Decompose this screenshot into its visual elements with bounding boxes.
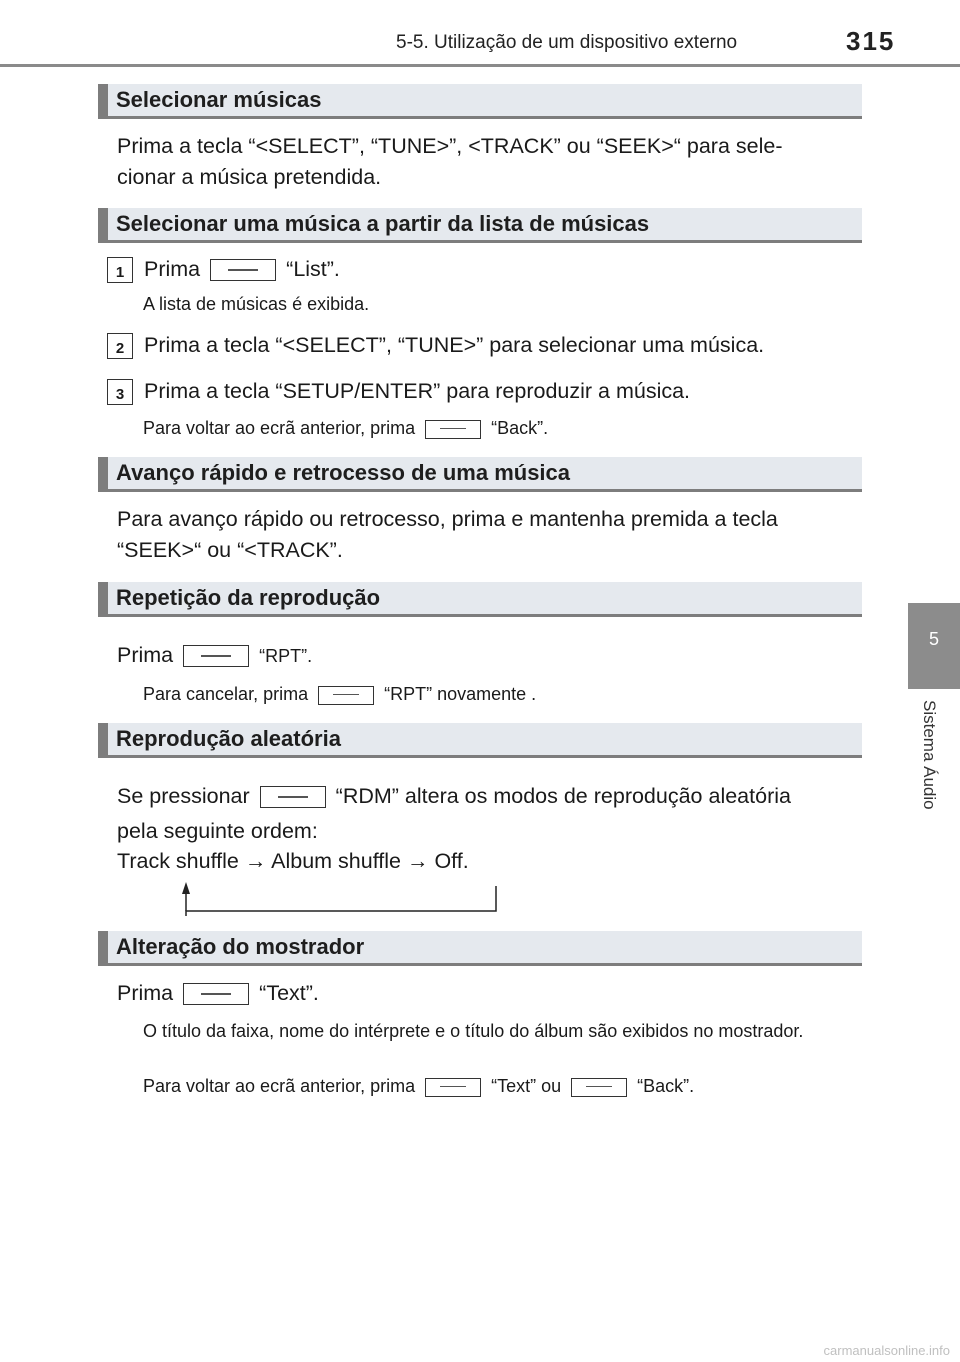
s3-body-line1: Para avanço rápido ou retrocesso, prima e mantenha premida a tecla	[117, 507, 778, 531]
s2-step1	[144, 257, 340, 282]
rpt-key-icon	[183, 645, 249, 667]
rdm-key-icon	[260, 786, 326, 808]
back-key-icon-2	[571, 1078, 627, 1097]
s4-body	[117, 643, 312, 668]
chapter-number: 5	[928, 629, 939, 649]
step-number-3: 3	[107, 379, 133, 405]
s2-step1-b: “List”.	[286, 257, 340, 281]
s4-note-a: Para cancelar, prima	[143, 684, 309, 704]
text-key-icon	[183, 983, 249, 1005]
heading-lista-musicas: Selecionar uma música a partir da lista de músicas	[98, 208, 862, 243]
s6-note2	[143, 1076, 694, 1097]
header-rule	[0, 64, 960, 67]
loop-back-arrow-icon	[178, 880, 502, 916]
s5-body-line2: pela seguinte ordem:	[117, 819, 318, 843]
chapter-tab	[908, 603, 960, 689]
s2-step3: Prima a tecla “SETUP/ENTER” para reproduzir a música.	[144, 379, 691, 403]
section-title: 5-5. Utilização de um dispositivo externo	[396, 32, 738, 53]
s6-note2-a: Para voltar ao ecrã anterior, prima	[143, 1076, 416, 1096]
step-number-1: 1	[107, 257, 133, 283]
chapter-label	[915, 700, 945, 840]
s6-note1: O título da faixa, nome do intérprete e o título do álbum são exibidos no mostrador.	[143, 1021, 804, 1041]
s2-step3-note-b: “Back”.	[491, 418, 549, 438]
s6-body-a: Prima	[117, 981, 174, 1005]
list-key-icon	[210, 259, 276, 281]
s5-body	[117, 784, 791, 809]
s5-body-b: “RDM” altera os modos de reprodução aleatória	[335, 784, 791, 808]
s5-sequence: Track shuffle → Album shuffle → Off.	[117, 849, 469, 873]
s6-note2-b: “Text” ou	[491, 1076, 562, 1096]
back-key-icon	[425, 420, 481, 439]
s4-note-b: “RPT” novamente .	[384, 684, 537, 704]
watermark: carmanualsonline.info	[823, 1343, 950, 1358]
heading-repeticao: Repetição da reprodução	[98, 582, 862, 617]
s1-body-line1: Prima a tecla “<SELECT”, “TUNE>”, <TRACK” ou “SEEK>“ para sele-	[117, 134, 783, 158]
s6-note2-c: “Back”.	[637, 1076, 695, 1096]
s3-body-line2: “SEEK>“ ou “<TRACK”.	[117, 538, 343, 562]
s1-body-line2: cionar a música pretendida.	[117, 165, 382, 189]
s4-note	[143, 684, 536, 705]
s6-body-b: “Text”.	[259, 981, 319, 1005]
page-number: 315	[846, 26, 896, 56]
chapter-label-text: Sistema Áudio	[920, 700, 939, 810]
s2-step2: Prima a tecla “<SELECT”, “TUNE>” para selecionar uma música.	[144, 333, 765, 357]
step-number-2: 2	[107, 333, 133, 359]
s4-body-b: “RPT”.	[259, 646, 313, 666]
s5-body-a: Se pressionar	[117, 784, 250, 808]
rpt-key-icon-2	[318, 686, 374, 705]
heading-selecionar-musicas: Selecionar músicas	[98, 84, 862, 119]
s2-step1-a: Prima	[144, 257, 201, 281]
s2-step3-note	[143, 418, 548, 439]
heading-reproducao-aleatoria: Reprodução aleatória	[98, 723, 862, 758]
s2-step3-note-a: Para voltar ao ecrã anterior, prima	[143, 418, 416, 438]
s2-step1-note: A lista de músicas é exibida.	[143, 294, 370, 314]
heading-avanco-rapido: Avanço rápido e retrocesso de uma música	[98, 457, 862, 492]
s4-body-a: Prima	[117, 643, 174, 667]
text-key-icon-2	[425, 1078, 481, 1097]
s6-body	[117, 981, 319, 1006]
heading-alteracao-mostrador: Alteração do mostrador	[98, 931, 862, 966]
